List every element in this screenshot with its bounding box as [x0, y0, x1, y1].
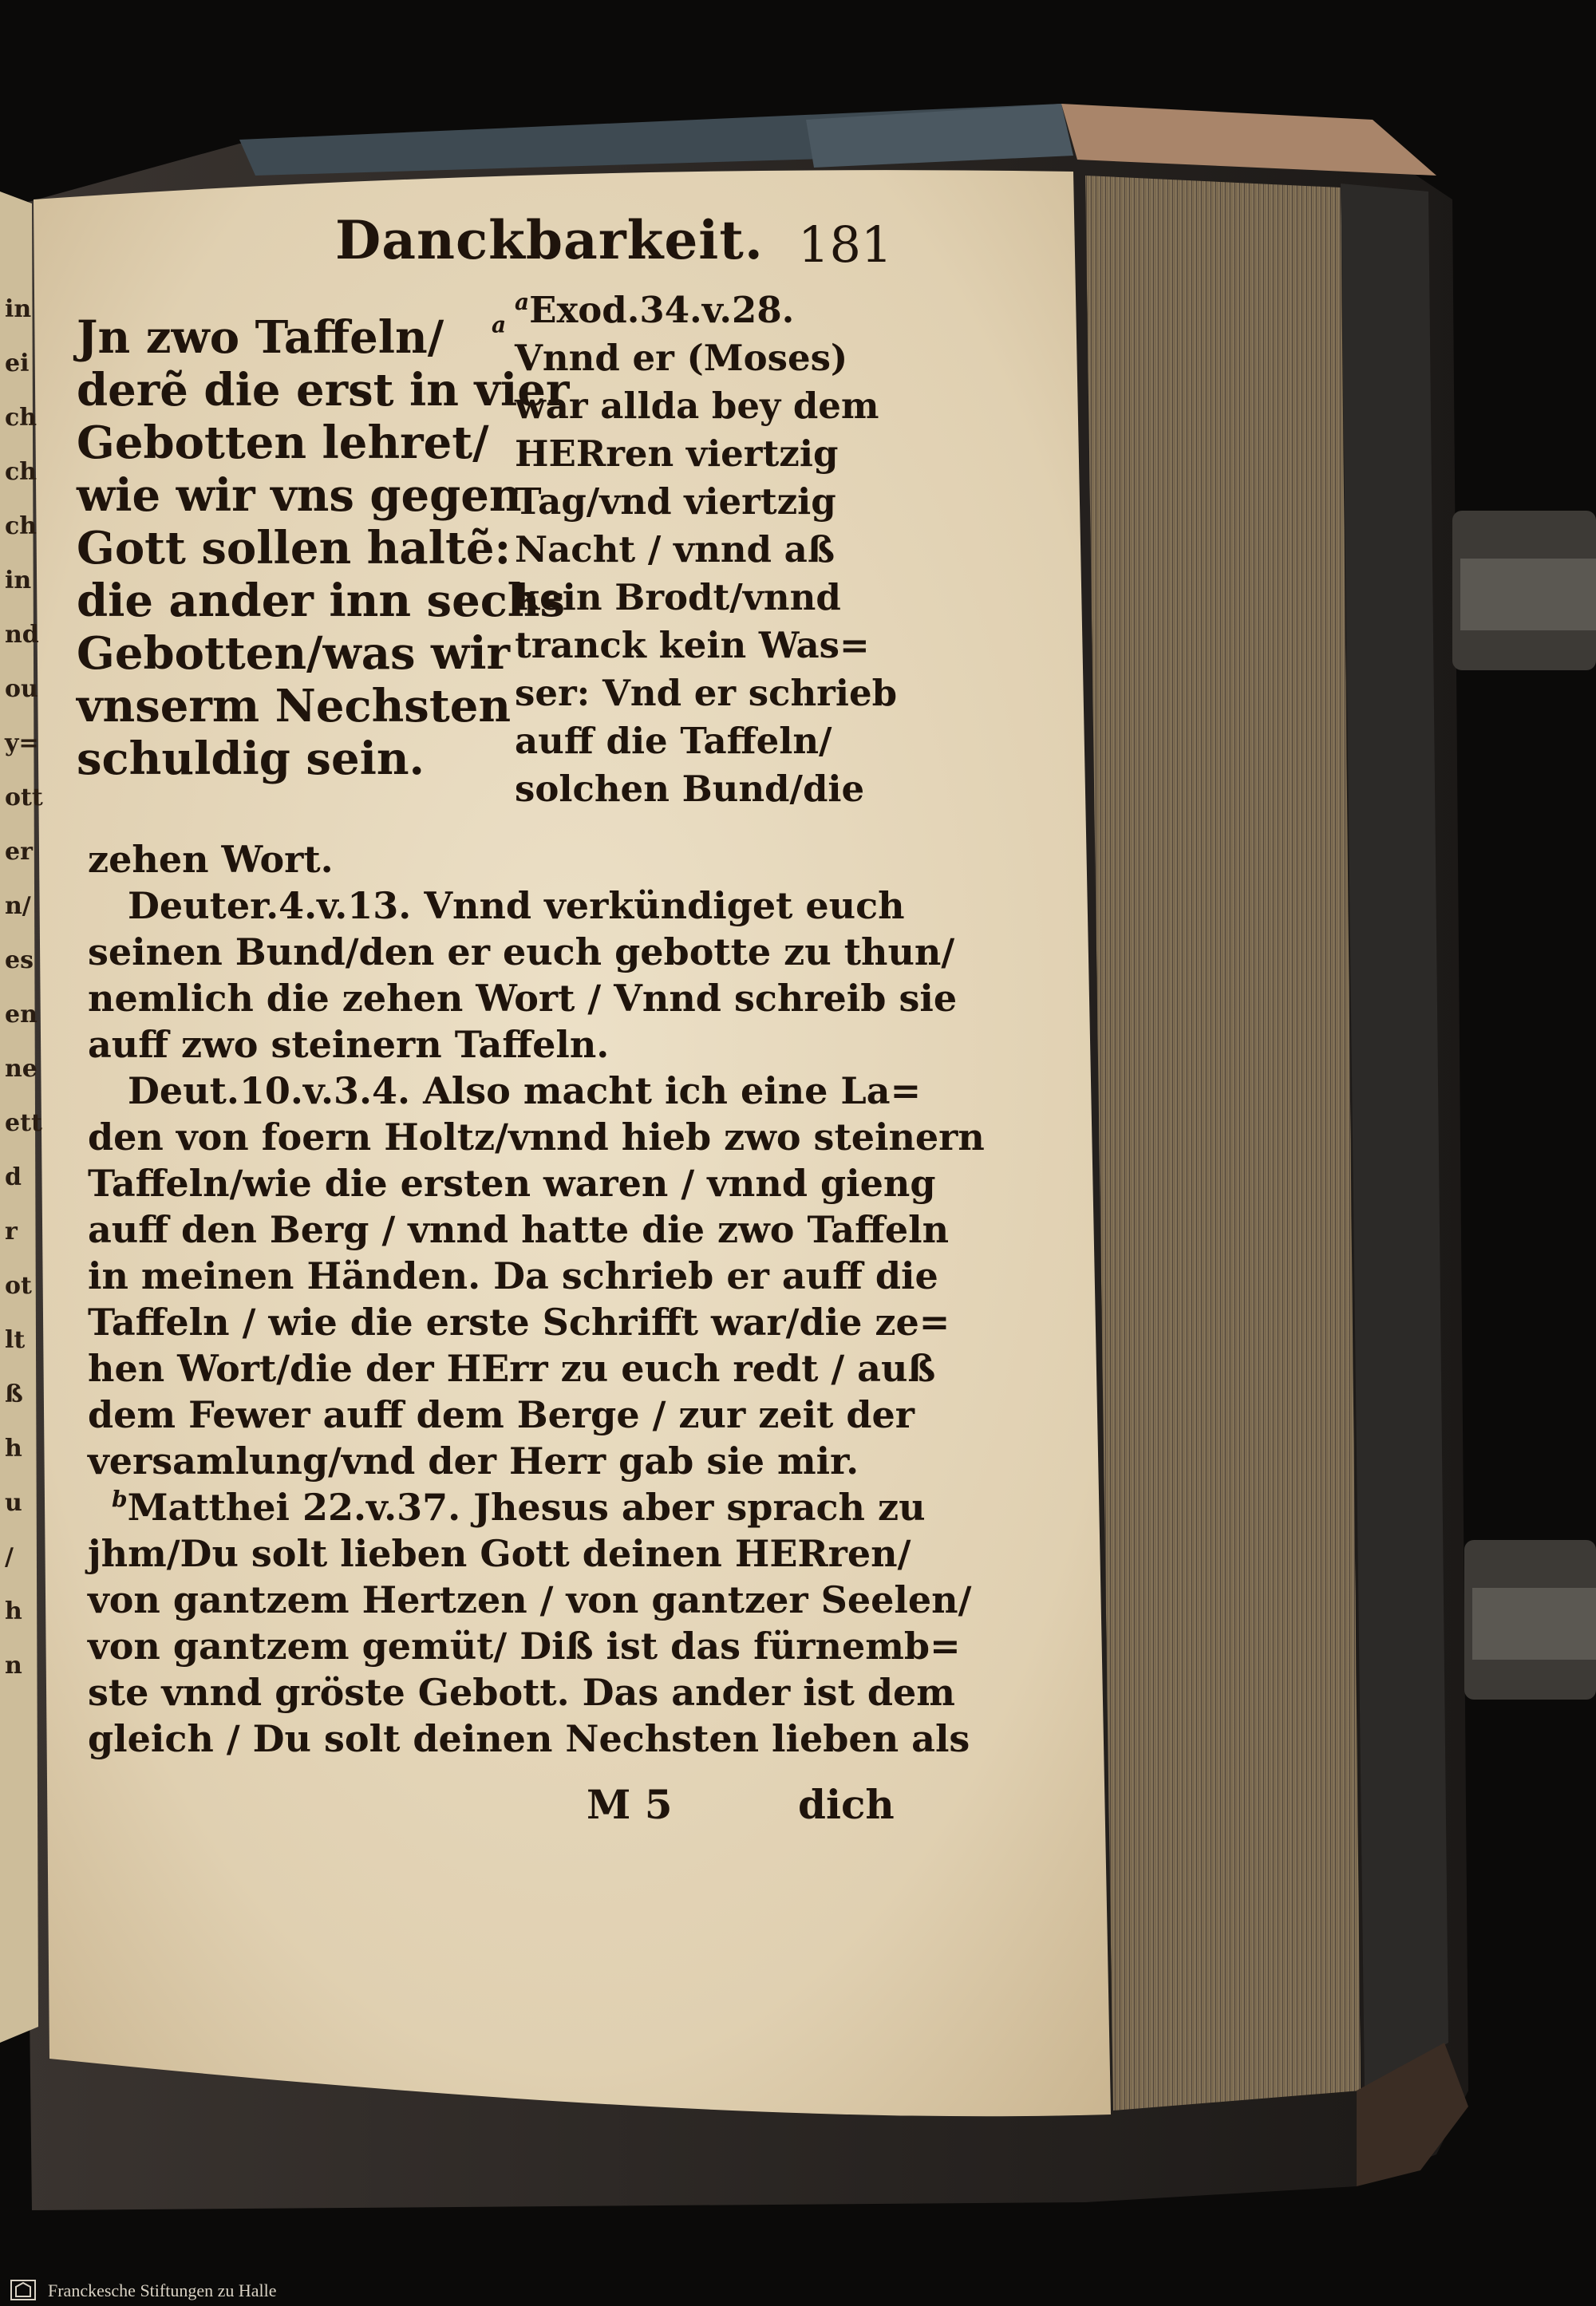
body-line: Deut.10.v.3.4. Also macht ich eine La=: [128, 1069, 922, 1112]
body-line: ste vnnd gröste Gebott. Das ander ist dem: [88, 1671, 955, 1714]
main-line: Gebotten/was wir: [77, 627, 510, 680]
side-note-line: auff die Taffeln/: [515, 720, 832, 762]
side-note-line: Tag/vnd viertzig: [515, 480, 836, 523]
margin-fragment: nd: [5, 621, 39, 649]
body-line: Deuter.4.v.13. Vnnd verkündiget euch: [128, 884, 905, 927]
body-line: den von foern Holtz/vnnd hieb zwo steinern: [88, 1115, 985, 1159]
signature-mark: M 5: [587, 1781, 673, 1828]
footnote-marker-b: b: [112, 1486, 128, 1513]
margin-fragment: ch: [5, 458, 38, 486]
side-note-line: tranck kein Was=: [515, 624, 870, 666]
body-line: von gantzem Hertzen / von gantzer Seelen/: [88, 1578, 972, 1621]
body-line: jhm/Du solt lieben Gott deinen HERren/: [88, 1532, 911, 1575]
margin-fragment: es: [5, 946, 34, 974]
side-note-marker: a: [515, 289, 530, 315]
main-line: wie wir vns gegen: [77, 469, 522, 522]
body-line: seinen Bund/den er euch gebotte zu thun/: [88, 930, 955, 973]
side-note-line: $^a$Exod.34.v.28.: [515, 289, 795, 331]
margin-fragment: h: [5, 1597, 22, 1625]
margin-fragment: lt: [5, 1326, 26, 1354]
body-line: auff den Berg / vnnd hatte die zwo Taffeln: [88, 1208, 950, 1251]
body-line: zehen Wort.: [88, 838, 334, 881]
margin-fragment: d: [5, 1163, 22, 1191]
margin-fragment: h: [5, 1435, 22, 1463]
body-line: dem Fewer auff dem Berge / zur zeit der: [88, 1393, 915, 1436]
catchword: dich: [798, 1781, 895, 1828]
side-note-line: war allda bey dem: [515, 385, 879, 427]
page-number: 181: [798, 215, 893, 274]
margin-fragment: /: [5, 1543, 14, 1571]
margin-fragment: en: [5, 1001, 38, 1029]
side-note-line: Vnnd er (Moses): [515, 337, 848, 379]
margin-fragment: n: [5, 1652, 22, 1680]
main-line: Gott sollen haltẽ:: [77, 522, 512, 575]
side-note-line: Nacht / vnnd aß: [515, 528, 836, 571]
body-line: versamlung/vnd der Herr gab sie mir.: [88, 1439, 859, 1483]
margin-fragment: er: [5, 838, 33, 866]
main-line: die ander inn sechs: [77, 575, 566, 627]
credit-text: Franckesche Stiftungen zu Halle: [48, 2280, 277, 2300]
margin-fragment: r: [5, 1218, 18, 1246]
margin-fragment: ß: [5, 1380, 23, 1408]
credit-bar: [0, 2274, 1596, 2306]
main-line: schuldig sein.: [77, 732, 425, 785]
side-note-line: ser: Vnd er schrieb: [515, 672, 898, 714]
side-note-line: HERren viertzig: [515, 432, 839, 475]
margin-fragment: ne: [5, 1055, 38, 1083]
margin-fragment: u: [5, 1489, 22, 1517]
margin-fragment: n/: [5, 892, 31, 920]
body-line: nemlich die zehen Wort / Vnnd schreib sie: [88, 977, 958, 1020]
margin-fragment: ett: [5, 1109, 42, 1137]
institution-logo-icon: [10, 2279, 37, 2301]
body-line: $^b$Matthei 22.v.37. Jhesus aber sprach zu: [112, 1486, 926, 1529]
body-line: in meinen Händen. Da schrieb er auff die: [88, 1254, 938, 1297]
margin-fragment: ott: [5, 784, 43, 811]
footnote-marker-a: a: [492, 311, 507, 338]
body-line: Taffeln/wie die ersten waren / vnnd gieng: [88, 1162, 936, 1205]
body-line: gleich / Du solt deinen Nechsten lieben als: [88, 1717, 970, 1760]
margin-fragment: ch: [5, 404, 38, 432]
main-line: vnserm Nechsten: [77, 680, 512, 732]
margin-fragment: ou: [5, 675, 38, 703]
body-line: von gantzem gemüt/ Diß ist das fürnemb=: [88, 1625, 961, 1668]
main-line: derẽ die erst in vier: [77, 364, 570, 417]
body-line: auff zwo steinern Taffeln.: [88, 1023, 610, 1066]
margin-fragment: in: [5, 567, 32, 594]
side-note-line: kein Brodt/vnnd: [515, 576, 841, 618]
margin-fragment: in: [5, 295, 32, 323]
body-line: Taffeln / wie die erste Schrifft war/die ze=: [88, 1301, 950, 1344]
body-line: hen Wort/die der HErr zu euch redt / auß: [88, 1347, 936, 1390]
margin-fragment: ei: [5, 349, 30, 377]
main-line: Gebotten lehret/: [77, 417, 489, 469]
margin-fragment: ch: [5, 512, 38, 540]
main-line: Jn zwo Taffeln/: [77, 311, 444, 364]
running-header: Danckbarkeit.: [335, 209, 764, 271]
margin-fragment: ot: [5, 1272, 32, 1300]
margin-fragment: y=: [5, 729, 39, 757]
side-note-line: solchen Bund/die: [515, 768, 865, 810]
